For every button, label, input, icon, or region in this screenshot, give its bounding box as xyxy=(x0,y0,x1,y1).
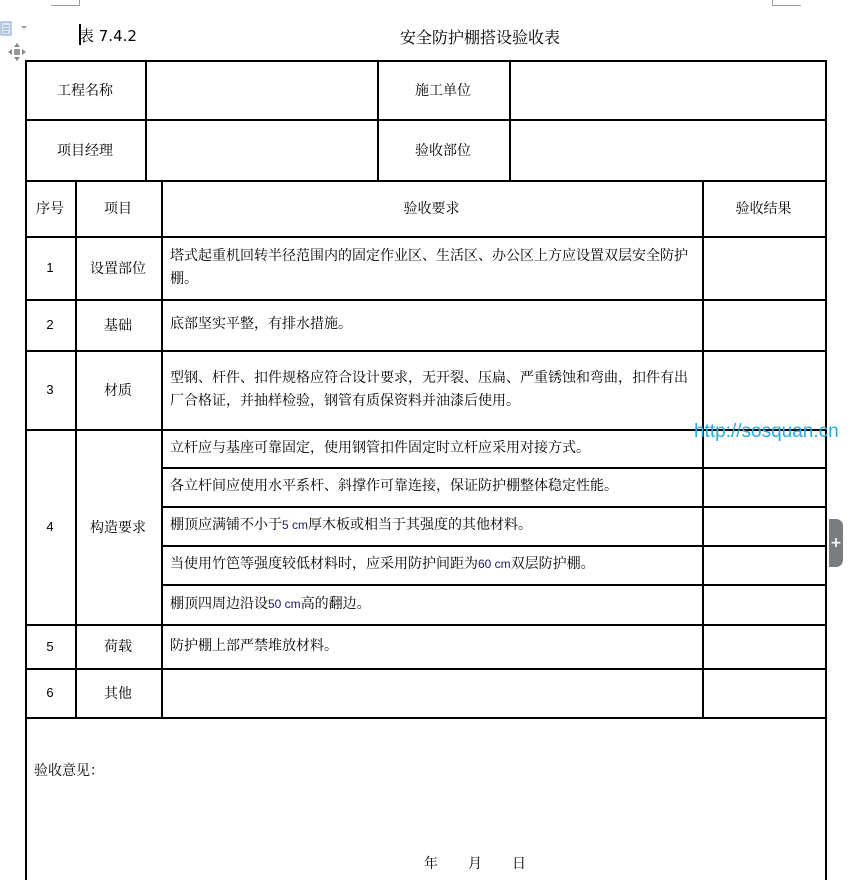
column-header-item: 项目 xyxy=(104,201,132,217)
row-4-seq: 4 xyxy=(46,519,54,534)
row-4-item: 构造要求 xyxy=(90,519,146,536)
row-2-item: 基础 xyxy=(104,317,132,334)
page-title: 安全防护棚搭设验收表 xyxy=(400,28,561,47)
date-month: 月 xyxy=(468,856,482,872)
project-name-label: 工程名称 xyxy=(57,83,113,99)
acceptance-location-label: 验收部位 xyxy=(415,143,471,159)
row-4-requirement-5: 棚顶四周边沿设 50 cm 高的翻边。 xyxy=(170,595,371,612)
row-5-requirement: 防护棚上部严禁堆放材料。 xyxy=(170,637,338,654)
chevron-down-icon[interactable] xyxy=(21,26,27,29)
acceptance-location-field[interactable] xyxy=(510,120,825,180)
project-name-field[interactable] xyxy=(146,60,377,120)
row-1-result-field[interactable] xyxy=(702,236,825,299)
paste-options-icon[interactable] xyxy=(0,21,14,37)
row-6-requirement-field[interactable] xyxy=(161,668,702,717)
project-manager-label: 项目经理 xyxy=(57,143,113,159)
row-4-requirement-3: 棚顶应满铺不小于 5 cm 厚木板或相当于其强度的其他材料。 xyxy=(170,517,533,533)
page-corner-mark-left xyxy=(51,0,80,6)
row-3-requirement: 型钢、杆件、扣件规格应符合设计要求，无开裂、压扁、严重锈蚀和弯曲，扣件有出厂合格证，并抽样检验，钢管有质保资料并油漆后使用。 xyxy=(170,369,688,409)
row-6-seq: 6 xyxy=(46,685,54,700)
row-4-result-field-5[interactable] xyxy=(702,584,825,624)
row-4-requirement-1: 立杆应与基座可靠固定，使用钢管扣件固定时立杆应采用对接方式。 xyxy=(170,439,590,456)
watermark-url: http://sosquan.cn xyxy=(694,421,839,442)
row-6-item: 其他 xyxy=(104,685,132,702)
column-header-result: 验收结果 xyxy=(735,201,792,217)
row-5-seq: 5 xyxy=(46,638,54,654)
row-4-result-field-4[interactable] xyxy=(702,545,825,584)
project-manager-field[interactable] xyxy=(146,120,377,180)
row-3-result-field[interactable] xyxy=(702,350,825,429)
column-header-seq: 序号 xyxy=(36,201,64,217)
row-4-result-field-3[interactable] xyxy=(702,506,825,545)
construction-unit-label: 施工单位 xyxy=(415,83,471,99)
row-1-item: 设置部位 xyxy=(90,260,146,277)
column-header-requirements: 验收要求 xyxy=(403,201,460,217)
row-1-seq: 1 xyxy=(46,260,54,275)
row-2-requirement: 底部坚实平整，有排水措施。 xyxy=(170,316,352,332)
row-3-item: 材质 xyxy=(104,382,132,399)
table-move-handle-icon[interactable] xyxy=(7,42,27,62)
acceptance-opinion-label: 验收意见： xyxy=(34,763,104,779)
row-3-seq: 3 xyxy=(46,382,54,397)
date-day: 日 xyxy=(512,856,526,872)
row-2-result-field[interactable] xyxy=(702,299,825,350)
row-5-result-field[interactable] xyxy=(702,624,825,668)
table-number: 表 7.4.2 xyxy=(79,27,137,45)
page-corner-mark-right xyxy=(772,0,801,6)
construction-unit-field[interactable] xyxy=(510,60,825,120)
expand-panel-button[interactable]: + xyxy=(829,519,843,567)
row-4-result-field-2[interactable] xyxy=(702,467,825,506)
row-4-requirement-4: 当使用竹笆等强度较低材料时，应采用防护间距为 60 cm 双层防护棚。 xyxy=(170,556,595,572)
row-2-seq: 2 xyxy=(46,317,54,332)
row-6-result-field[interactable] xyxy=(702,668,825,717)
date-line xyxy=(424,853,556,873)
row-4-requirement-2: 各立杆间应使用水平系杆、斜撑作可靠连接，保证防护棚整体稳定性能。 xyxy=(170,478,618,494)
date-year: 年 xyxy=(424,856,438,872)
acceptance-form-table xyxy=(25,60,826,880)
row-1-requirement: 塔式起重机回转半径范围内的固定作业区、生活区、办公区上方应设置双层安全防护棚。 xyxy=(170,247,688,287)
row-5-item: 荷载 xyxy=(104,639,132,655)
